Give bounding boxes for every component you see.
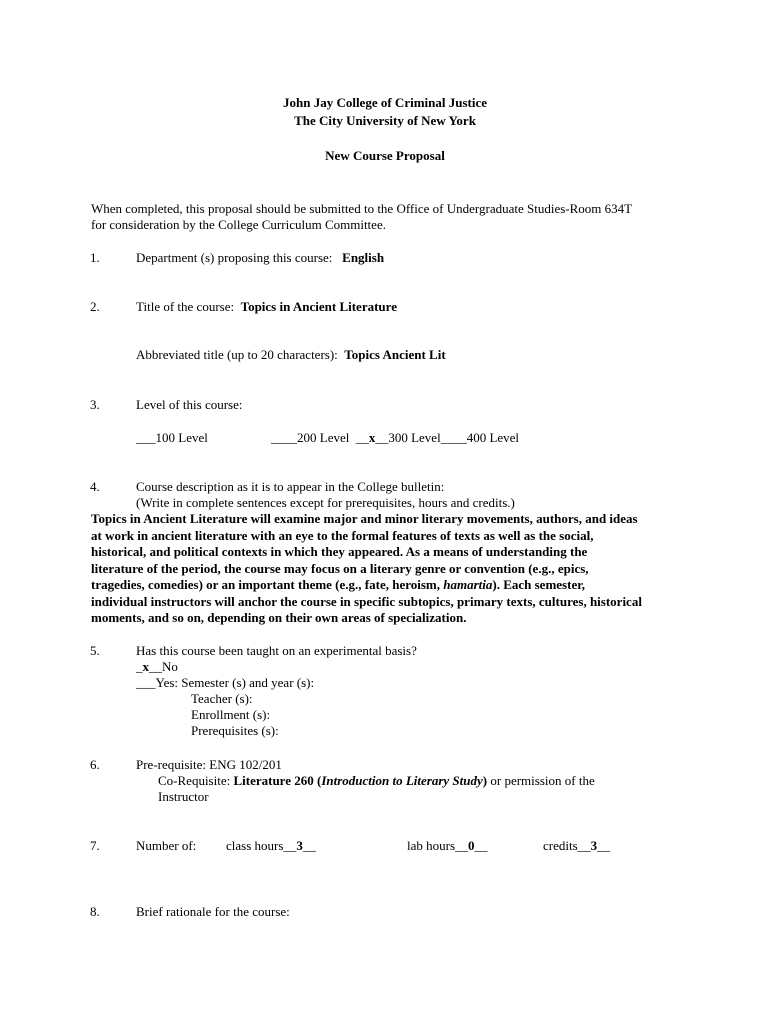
- level-label: Level of this course:: [136, 397, 243, 412]
- abbreviated-title-row: [136, 347, 446, 363]
- level-300-option: __x__300 Level: [355, 430, 441, 445]
- item-4-number: 4.: [90, 479, 100, 494]
- item-7-number: 7.: [90, 838, 100, 853]
- item-5-number: 5.: [90, 643, 100, 658]
- rationale-label: Brief rationale for the course:: [136, 904, 290, 919]
- item-1-row: [136, 250, 384, 266]
- corequisite-line: Co-Requisite: Literature 260 (Introduction to Literary Study) or permission of the: [158, 773, 595, 788]
- number-of-label: Number of:: [136, 838, 197, 853]
- description-note: (Write in complete sentences except for prerequisites, hours and credits.): [136, 495, 515, 510]
- corequisite-line-2: Instructor: [158, 789, 209, 804]
- department-value: English: [342, 250, 385, 265]
- level-options-row: [271, 430, 519, 446]
- intro-line-2: for consideration by the College Curriculum Committee.: [91, 217, 386, 232]
- lab-hours-field: lab hours__0__: [407, 838, 488, 853]
- prerequisite-line: Pre-requisite: ENG 102/201: [136, 757, 282, 772]
- description-line: individual instructors will anchor the course in specific subtopics, primary texts, cultures, historical: [91, 593, 642, 609]
- course-title-label: Title of the course:: [136, 299, 235, 314]
- college-name: John Jay College of Criminal Justice: [282, 95, 487, 110]
- description-line: tragedies, comedies) or an important theme (e.g., fate, heroism, hamartia). Each semester,: [91, 577, 586, 592]
- course-description: [91, 511, 691, 627]
- course-title-value: Topics in Ancient Literature: [240, 299, 397, 314]
- item-2-number: 2.: [90, 299, 100, 314]
- credits-field: credits__3__: [543, 838, 611, 853]
- abbreviated-title-value: Topics Ancient Lit: [344, 347, 446, 362]
- enrollment-field: Enrollment (s):: [191, 707, 271, 722]
- item-8-number: 8.: [90, 904, 100, 919]
- description-line: moments, and so on, depending on their own areas of specialization.: [91, 610, 467, 625]
- university-name: The City University of New York: [294, 113, 476, 128]
- department-label: Department (s) proposing this course:: [136, 250, 333, 265]
- description-line: Topics in Ancient Literature will examine major and minor literary movements, authors, and ideas: [91, 511, 638, 526]
- description-line: at work in ancient literature with an eye to the formal features of texts as well as the social,: [91, 527, 594, 543]
- level-200-option: ____200 Level: [271, 430, 350, 445]
- description-label: Course description as it is to appear in the College bulletin:: [136, 479, 445, 494]
- item-2-row: [136, 299, 397, 315]
- item-6-number: 6.: [90, 757, 100, 772]
- intro-line-1: When completed, this proposal should be submitted to the Office of Undergraduate Studies-Room 634T: [91, 201, 633, 216]
- experimental-yes-option: ___Yes: Semester (s) and year (s):: [136, 675, 315, 690]
- class-hours-field: class hours__3__: [226, 838, 316, 853]
- abbreviated-title-label: Abbreviated title (up to 20 characters):: [136, 347, 338, 362]
- item-1-number: 1.: [90, 250, 100, 265]
- level-400-option: ____400 Level: [440, 430, 520, 445]
- experimental-question: Has this course been taught on an experimental basis?: [136, 643, 417, 658]
- description-line: literature of the period, the course may focus on a literary genre or convention (e.g., epics,: [91, 560, 589, 576]
- item-3-number: 3.: [90, 397, 100, 412]
- teacher-field: Teacher (s):: [191, 691, 253, 706]
- level-100-option: ___100 Level: [136, 430, 208, 445]
- description-line: historical, and political contexts in which they appeared. As a means of understanding the: [91, 544, 588, 559]
- prerequisites-field: Prerequisites (s):: [191, 723, 279, 738]
- experimental-no-option: _x__No: [136, 659, 178, 674]
- form-title: New Course Proposal: [325, 148, 445, 163]
